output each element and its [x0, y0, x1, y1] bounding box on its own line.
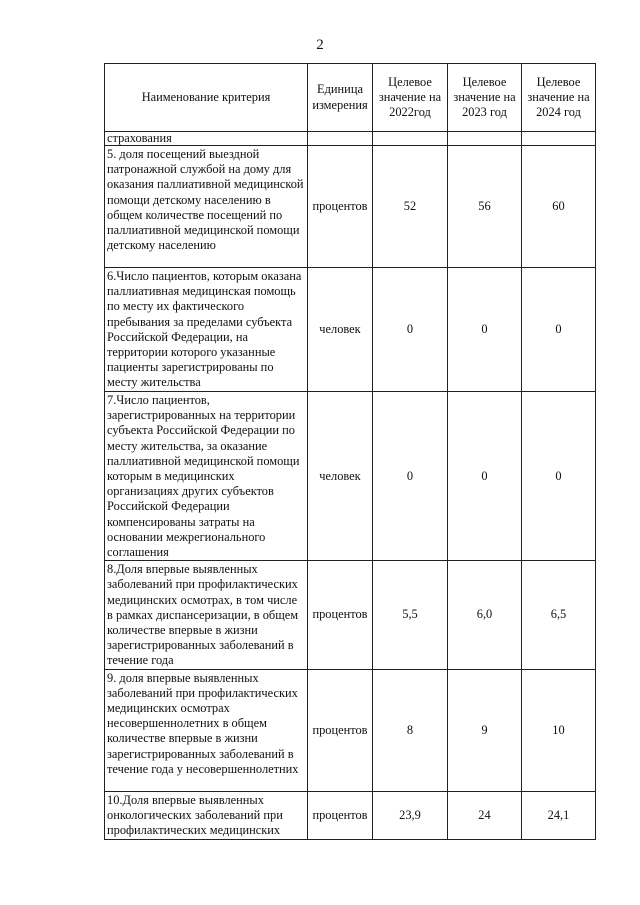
target-2023: 24 [448, 791, 522, 839]
criterion-name: 10.Доля впервые выявленных онкологических заболеваний при профилактических медицинских [105, 791, 308, 839]
target-2022: 23,9 [373, 791, 448, 839]
criterion-name: 8.Доля впервые выявленных заболеваний при профилактических медицинских осмотрах, в том числе в рамках диспансеризации, в общем количестве впервые в жизни зарегистрированных заболеваний в течение года [105, 561, 308, 669]
criteria-table [104, 63, 596, 840]
table-row [105, 268, 596, 392]
criterion-unit: процентов [308, 669, 373, 791]
target-2024: 0 [522, 392, 596, 561]
criterion-unit: процентов [308, 791, 373, 839]
target-2024: 6,5 [522, 561, 596, 669]
criterion-unit: человек [308, 268, 373, 392]
criterion-unit: человек [308, 392, 373, 561]
header-unit: Единица измерения [308, 64, 373, 132]
target-2023: 56 [448, 146, 522, 268]
target-2023: 0 [448, 268, 522, 392]
target-2024: 0 [522, 268, 596, 392]
target-2022: 0 [373, 392, 448, 561]
target-2022: 8 [373, 669, 448, 791]
continuation-2023-cell [448, 132, 522, 146]
target-2024: 60 [522, 146, 596, 268]
criterion-name: 7.Число пациентов, зарегистрированных на территории субъекта Российской Федерации по месту жительства, за оказание паллиативной медицинской помощи которым в медицинских организациях других субъектов Российской Федерации компенсированы затраты на основании межрегионального соглашения [105, 392, 308, 561]
target-2022: 52 [373, 146, 448, 268]
table-header-row [105, 64, 596, 132]
table-row [105, 561, 596, 669]
page-number: 2 [316, 37, 324, 53]
header-target-2024: Целевое значение на 2024 год [522, 64, 596, 132]
criterion-name: 9. доля впервые выявленных заболеваний при профилактических медицинских осмотрах несовершеннолетних в общем количестве впервые в жизни зарегистрированных заболеваний в течение года у несовершеннолетних [105, 669, 308, 791]
target-2024: 24,1 [522, 791, 596, 839]
header-criterion-name: Наименование критерия [105, 64, 308, 132]
continuation-text: страхования [105, 132, 308, 146]
continuation-2022-cell [373, 132, 448, 146]
criterion-unit: процентов [308, 561, 373, 669]
criterion-name: 6.Число пациентов, которым оказана паллиативная медицинская помощь по месту их фактического пребывания за пределами субъекта Российской Федерации, на территории которого указанные пациенты зарегистрированы по месту жительства [105, 268, 308, 392]
table-row [105, 392, 596, 561]
continuation-2024-cell [522, 132, 596, 146]
criterion-unit: процентов [308, 146, 373, 268]
table-row-continuation [105, 132, 596, 146]
target-2023: 6,0 [448, 561, 522, 669]
table-row [105, 791, 596, 839]
table-row [105, 146, 596, 268]
target-2022: 0 [373, 268, 448, 392]
header-target-2022: Целевое значение на 2022год [373, 64, 448, 132]
target-2023: 0 [448, 392, 522, 561]
table-row [105, 669, 596, 791]
target-2023: 9 [448, 669, 522, 791]
header-target-2023: Целевое значение на 2023 год [448, 64, 522, 132]
target-2022: 5,5 [373, 561, 448, 669]
criterion-name: 5. доля посещений выездной патронажной службой на дому для оказания паллиативной медицинской помощи детскому населению в общем количестве посещений по паллиативной медицинской помощи детскому населению [105, 146, 308, 268]
continuation-unit-cell [308, 132, 373, 146]
target-2024: 10 [522, 669, 596, 791]
